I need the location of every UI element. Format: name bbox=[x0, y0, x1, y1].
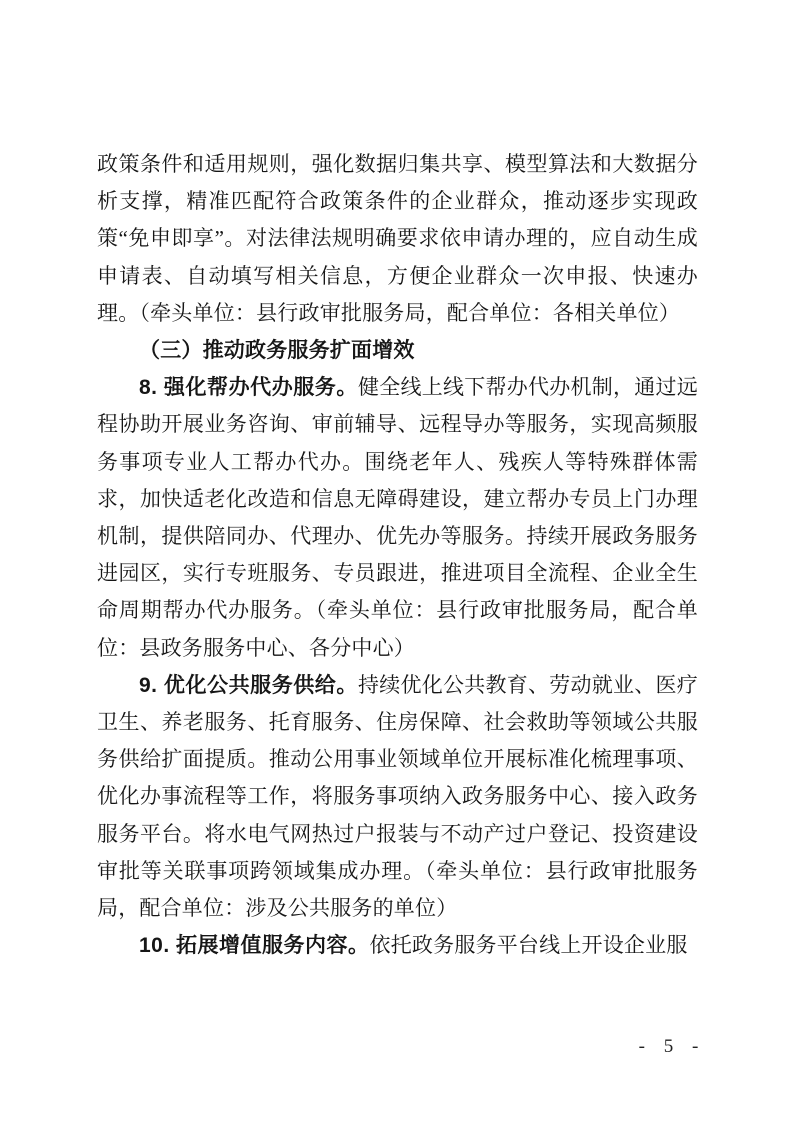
section-heading bbox=[97, 332, 698, 369]
paragraph-item-10 bbox=[97, 927, 698, 964]
section-heading-text: （三）推动政务服务扩面增效 bbox=[139, 338, 415, 363]
paragraph-continuation-text: 政策条件和适用规则，强化数据归集共享、模型算法和大数据分析支撑，精准匹配符合政策条件的企业群众，推动逐步实现政策“免申即享”。对法律法规明确要求依申请办理的，应自动生成申请表、自动填写相关信息，方便企业群众一次申报、快速办理。（牵头单位：县行政审批服务局，配合单位：各相关单位） bbox=[97, 152, 698, 325]
page-number: - 5 - bbox=[638, 1036, 706, 1057]
paragraph-item-8-lead: 8. 强化帮办代办服务。 bbox=[139, 376, 358, 400]
paragraph-continuation bbox=[97, 146, 698, 332]
paragraph-item-9-text: 持续优化公共教育、劳动就业、医疗卫生、养老服务、托育服务、住房保障、社会救助等领域公共服务供给扩面提质。推动公用事业领域单位开展标准化梳理事项、优化办事流程等工作，将服务事项纳入政务服务中心、接入政务服务平台。将水电气网热过户报装与不动产过户登记、投资建设审批等关联事项跨领域集成办理。（牵头单位：县行政审批服务局，配合单位：涉及公共服务的单位） bbox=[97, 672, 698, 921]
paragraph-item-9-lead: 9. 优化公共服务供给。 bbox=[139, 673, 358, 697]
paragraph-item-9 bbox=[97, 667, 698, 927]
paragraph-item-10-text: 依托政务服务平台线上开设企业服 bbox=[369, 933, 688, 958]
paragraph-item-8 bbox=[97, 369, 698, 667]
paragraph-item-10-lead: 10. 拓展增值服务内容。 bbox=[139, 934, 370, 958]
document-body bbox=[97, 146, 698, 964]
paragraph-item-8-text: 健全线上线下帮办代办机制，通过远程协助开展业务咨询、审前辅导、远程导办等服务，实现高频服务事项专业人工帮办代办。围绕老年人、残疾人等特殊群体需求，加快适老化改造和信息无障碍建设，建立帮办专员上门办理机制，提供陪同办、代理办、优先办等服务。持续开展政务服务进园区，实行专班服务、专员跟进，推进项目全流程、企业全生命周期帮办代办服务。（牵头单位：县行政审批服务局，配合单位：县政务服务中心、各分中心） bbox=[97, 375, 698, 660]
